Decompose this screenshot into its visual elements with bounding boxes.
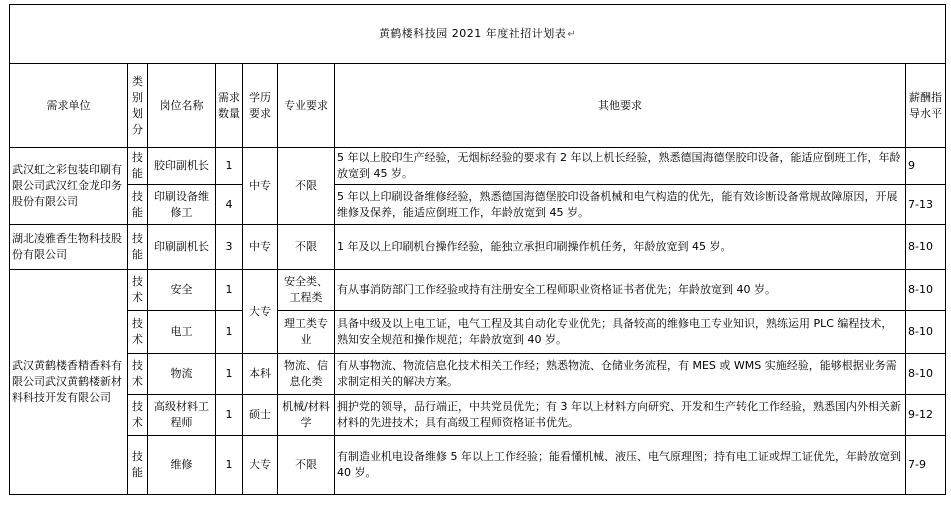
plan-sheet bbox=[9, 4, 945, 495]
header-other: 其他要求 bbox=[335, 64, 906, 148]
category-cell: 技能 bbox=[128, 436, 148, 495]
major-cell: 不限 bbox=[278, 225, 335, 270]
other-cell: 有制造业机电设备维修 5 年以上工作经验；能看懂机械、液压、电气原理图；持有电工证或焊工证优先，年龄放宽到 40 岁。 bbox=[335, 436, 906, 495]
education-cell: 本科 bbox=[243, 354, 278, 395]
count-cell: 1 bbox=[216, 436, 243, 495]
salary-cell: 7-13 bbox=[906, 185, 946, 225]
salary-cell: 7-9 bbox=[906, 436, 946, 495]
salary-cell: 9-12 bbox=[906, 395, 946, 436]
count-cell: 3 bbox=[216, 225, 243, 270]
major-cell: 理工类专业 bbox=[278, 311, 335, 354]
page-title: 黄鹤楼科技园 2021 年度社招计划表 bbox=[378, 26, 567, 40]
education-cell: 硕士 bbox=[243, 395, 278, 436]
position-cell: 印刷设备维修工 bbox=[148, 185, 216, 225]
table-row bbox=[10, 225, 946, 270]
unit-cell: 湖北凌雅香生物科技股份有限公司 bbox=[10, 225, 128, 270]
count-cell: 1 bbox=[216, 270, 243, 311]
table-row bbox=[10, 395, 946, 436]
header-major: 专业要求 bbox=[278, 64, 335, 148]
table-row bbox=[10, 185, 946, 225]
category-cell: 技术 bbox=[128, 270, 148, 311]
recruitment-plan-table bbox=[9, 4, 946, 495]
salary-cell: 8-10 bbox=[906, 311, 946, 354]
position-cell: 电工 bbox=[148, 311, 216, 354]
other-cell: 有从事物流、物流信息化技术相关工作经；熟悉物流、仓储业务流程，有 MES 或 WMS 实施经验，能够根据业务需求制定相关的解决方案。 bbox=[335, 354, 906, 395]
other-cell: 拥护党的领导，品行端正，中共党员优先；有 3 年以上材料方向研究、开发和生产转化工作经验，熟悉国内外相关新材料的先进技术；具有高级工程师资格证书优先。 bbox=[335, 395, 906, 436]
table-row bbox=[10, 354, 946, 395]
header-category: 类别划分 bbox=[128, 64, 148, 148]
category-cell: 技能 bbox=[128, 185, 148, 225]
major-cell: 不限 bbox=[278, 436, 335, 495]
salary-cell: 8-10 bbox=[906, 225, 946, 270]
category-cell: 技能 bbox=[128, 148, 148, 185]
table-title-cell bbox=[10, 5, 946, 64]
header-row bbox=[10, 64, 946, 148]
other-cell: 1 年及以上印刷机台操作经验，能独立承担印刷操作机任务，年龄放宽到 45 岁。 bbox=[335, 225, 906, 270]
count-cell: 1 bbox=[216, 395, 243, 436]
other-cell: 具备中级及以上电工证，电气工程及其自动化专业优先；具备较高的维修电工专业知识，熟练运用 PLC 编程技术，熟知安全规范和操作规范；年龄放宽到 40 岁。 bbox=[335, 311, 906, 354]
major-cell: 安全类、工程类 bbox=[278, 270, 335, 311]
other-cell: 有从事消防部门工作经验或持有注册安全工程师职业资格证书者优先；年龄放宽到 40 岁。 bbox=[335, 270, 906, 311]
other-cell: 5 年以上印刷设备维修经验，熟悉德国海德堡胶印设备机械和电气构造的优先，能有效诊断设备常规故障原因，开展维修及保养，能适应倒班工作，年龄放宽到 45 岁。 bbox=[335, 185, 906, 225]
position-cell: 安全 bbox=[148, 270, 216, 311]
count-cell: 1 bbox=[216, 354, 243, 395]
table-row bbox=[10, 270, 946, 311]
count-cell: 4 bbox=[216, 185, 243, 225]
position-cell: 印刷副机长 bbox=[148, 225, 216, 270]
table-row bbox=[10, 148, 946, 185]
header-salary: 薪酬指导水平 bbox=[906, 64, 946, 148]
other-cell: 5 年以上胶印生产经验，无烟标经验的要求有 2 年以上机长经验，熟悉德国海德堡胶印设备，能适应倒班工作，年龄放宽到 45 岁。 bbox=[335, 148, 906, 185]
position-cell: 物流 bbox=[148, 354, 216, 395]
education-cell: 中专 bbox=[243, 148, 278, 225]
major-cell: 机械/材料学 bbox=[278, 395, 335, 436]
header-education: 学历要求 bbox=[243, 64, 278, 148]
unit-cell: 武汉黄鹤楼香精香料有限公司武汉黄鹤楼新材料科技开发有限公司 bbox=[10, 270, 128, 495]
header-unit: 需求单位 bbox=[10, 64, 128, 148]
category-cell: 技术 bbox=[128, 354, 148, 395]
education-cell: 大专 bbox=[243, 436, 278, 495]
count-cell: 1 bbox=[216, 148, 243, 185]
salary-cell: 8-10 bbox=[906, 270, 946, 311]
education-cell: 大专 bbox=[243, 270, 278, 354]
major-cell: 不限 bbox=[278, 148, 335, 225]
header-position: 岗位名称 bbox=[148, 64, 216, 148]
unit-cell: 武汉虹之彩包装印刷有限公司武汉红金龙印务股份有限公司 bbox=[10, 148, 128, 225]
table-row bbox=[10, 311, 946, 354]
salary-cell: 9 bbox=[906, 148, 946, 185]
education-cell: 中专 bbox=[243, 225, 278, 270]
position-cell: 胶印副机长 bbox=[148, 148, 216, 185]
category-cell: 技能 bbox=[128, 225, 148, 270]
salary-cell: 8-10 bbox=[906, 354, 946, 395]
table-row bbox=[10, 436, 946, 495]
count-cell: 1 bbox=[216, 311, 243, 354]
paragraph-mark-icon: ↵ bbox=[567, 28, 577, 40]
position-cell: 高级材料工程师 bbox=[148, 395, 216, 436]
category-cell: 技术 bbox=[128, 311, 148, 354]
header-count: 需求数量 bbox=[216, 64, 243, 148]
category-cell: 技术 bbox=[128, 395, 148, 436]
position-cell: 维修 bbox=[148, 436, 216, 495]
major-cell: 物流、信息化类 bbox=[278, 354, 335, 395]
